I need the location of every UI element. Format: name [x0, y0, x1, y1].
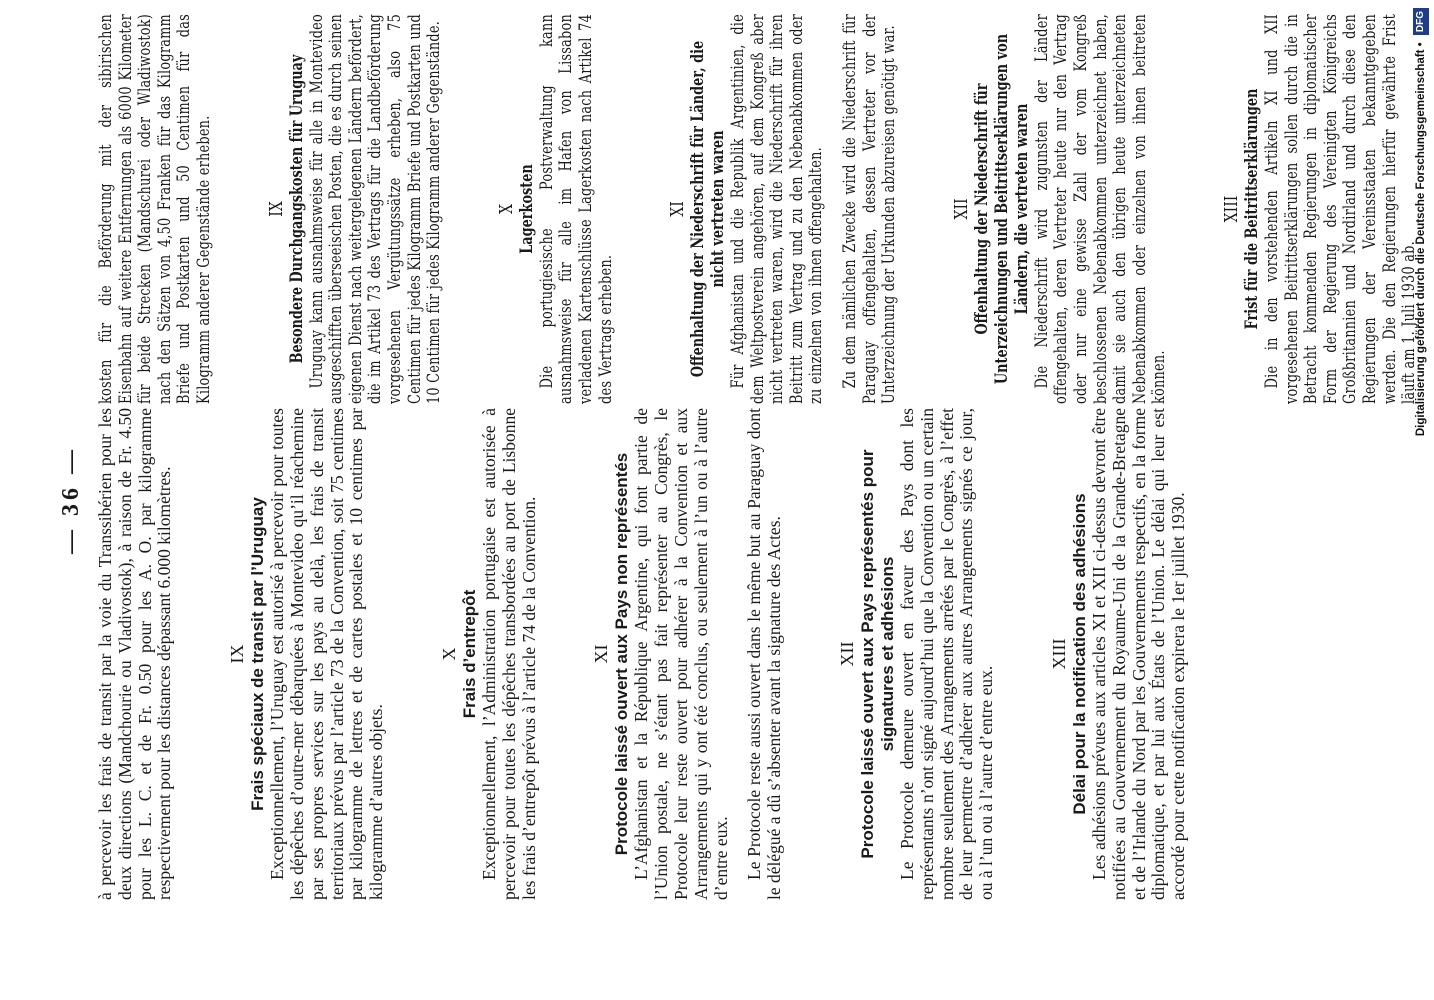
- section-heading: Protocole laissé ouvert aux Pays représentés pour signatures et adhésions: [857, 449, 897, 859]
- german-column: [96, 14, 1419, 404]
- page-number: — 36 —: [58, 446, 84, 554]
- german-intro: kosten für die Beförderung mit der sibirischen Eisenbahn auf weitere Entfernungen als 6000 Kilometer für beide Strecken (Mandschurei oder Wladiwostok) nach den Sätzen von 4,50 Franken für das Kilogramm Briefe und Postkarten und 50 Centimen für das Kilogramm anderer Gegenstände erheben.: [96, 14, 213, 404]
- section-heading: Frais spéciaux de transit par l’Uruguay: [248, 497, 268, 811]
- section-number: XI: [591, 644, 612, 664]
- paragraph: Le Protocole demeure ouvert en faveur des Pays dont les représentants n’ont signé aujourd’hui que la Convention ou un certain nombre seulement des Arrangements arrêtés par le Congrès, à l’effet de leur permettre d’adhérer aux autres Arrangements signés ce jour, ou à l’un ou à l’autre d’entre eux.: [896, 408, 997, 900]
- french-intro: à percevoir les frais de transit par la voie du Transsibérien pour les deux directions (Mandchourie ou Vladivostok), à raison de Fr. 4.50 pour les L. C. et de Fr. 0.50 pour les A. O. par kilogramme respectivement pour les distances dépassant 6.000 kilomètres.: [95, 408, 175, 900]
- section-number: XIII: [1048, 638, 1069, 670]
- paragraph: Exceptionnellement, l’Uruguay est autorisé à percevoir pour toutes les dépêches d’outre-mer débarquées à Montevideo qu’il réachemine par ses propres services sur les pays au delà, les frais de transit territoriaux prévus par l’article 73 de la Convention, soit 75 centimes par kilogramme de lettres et de cartes postales et 10 centimes par kilogramme d’autres objets.: [267, 408, 387, 900]
- paragraph: Le Protocole reste aussi ouvert dans le même but au Paraguay dont le délégué a dû s’absenter avant la signature des Actes.: [744, 408, 785, 900]
- section-number: XI: [667, 201, 689, 217]
- section-heading: Offenhaltung der Niederschrift für Unterzeichnungen und Beitrittserklärungen von Ländern, die vertreten waren: [971, 33, 1031, 385]
- section-number: X: [438, 647, 459, 661]
- paragraph: Les adhésions prévues aux articles XI et XII ci-dessus devront être notifiées au Gouvernement du Royaume-Uni de la Grande-Bretagne et de l’Irlande du Nord par les Gouvernements respectifs, en la forme diplomatique, et par lui aux États de l’Union. Le délai qui leur est accordé pour cette notification expirera le 1er juillet 1930.: [1088, 408, 1189, 900]
- section-number: IX: [265, 201, 287, 217]
- paragraph: Die portugiesische Postverwaltung kann ausnahmsweise für alle im Hafen von Lissabon verladenen Kartenschlüsse Lagerkosten nach Artikel 74 des Vertrags erheben.: [536, 14, 615, 404]
- section-number: XII: [836, 641, 857, 667]
- digitization-credit: [1408, 8, 1434, 992]
- section-heading: Frist für die Beitrittserklärungen: [1242, 88, 1261, 330]
- section-heading: Protocole laissé ouvert aux Pays non représentés: [612, 452, 632, 856]
- paragraph: Die in den vorstehenden Artikeln XI und XII vorgesehenen Beitrittserklärungen sollen durch die in Betracht kommenden Regierungen in diplomatischer Form der Regierung des Vereinigten Königreichs Großbritannien und Nordirland und durch diese den Regierungen der Vereinsstaaten bekanntgegeben werden. Die den Regierungen hierfür gewährte Frist läuft am 1. Juli 1930 ab.: [1262, 14, 1419, 404]
- section-number: X: [495, 204, 517, 215]
- section-heading: Délai pour la notification des adhésions: [1069, 493, 1089, 815]
- section-heading: Offenhaltung der Niederschrift für Länder, die nicht vertreten waren: [688, 40, 728, 378]
- paragraph: Zu dem nämlichen Zwecke wird die Niederschrift für Paraguay offengehalten, dessen Vertreter vor der Unterzeichnung der Urkunden abzureisen genötigt war.: [840, 14, 899, 404]
- paragraph: Für Afghanistan und die Republik Argentinien, die dem Weltpostverein angehören, auf dem Kongreß aber nicht vertreten waren, wird die Niederschrift für ihren Beitritt zum Vertrag und zu den Nebenabkommen oder zu einzelnen von ihnen offengehalten.: [728, 14, 826, 404]
- section-number: XIII: [1221, 195, 1242, 223]
- paragraph: Uruguay kann ausnahmsweise für alle in Montevideo ausgeschifften überseeischen Posten, die es durch seinen eigenen Dienst nach weitergelegenen Ländern befördert, die im Artikel 73 des Vertrags für die Landbeförderung vorgesehenen Vergütungssätze erheben, also 75 Centimen für jedes Kilogramm Briefe und Postkarten und 10 Centimen für jedes Kilogramm anderer Gegenstände.: [306, 14, 444, 404]
- credit-line: [1408, 8, 1434, 992]
- section-number: XII: [950, 198, 972, 220]
- paragraph: Exceptionnellement, l’Administration portugaise est autorisée à percevoir pour toutes les dépêches transbordées au port de Lisbonne les frais d’entrepôt prévus à l’article 74 de la Convention.: [478, 408, 539, 900]
- section-heading: Frais d’entrepôt: [459, 589, 479, 719]
- paragraph: L’Afghanistan et la République Argentine, qui font partie de l’Union postale, ne s’étant pas fait représenter au Congrès, le Protocole leur reste ouvert pour adhérer à la Convention et aux Arrangements qui y ont été conclus, ou seulement à l’un ou à l’autre d’entre eux.: [631, 408, 731, 900]
- section-heading: Besondere Durchgangskosten für Uruguay: [286, 54, 306, 364]
- section-heading: Lagerkosten: [516, 164, 536, 254]
- french-column: [96, 408, 1326, 900]
- credit-text: Digitalisierung gefördert durch die Deutsche Forschungsgemeinschaft: [1415, 49, 1427, 437]
- dfg-logo: DFG: [1413, 8, 1429, 35]
- section-number: IX: [227, 644, 248, 664]
- credit-separator: •: [1415, 42, 1427, 47]
- paragraph: Die Niederschrift wird zugunsten der Länder offengehalten, deren Vertreter heute nur den Vertrag oder nur eine gewisse Zahl der vom Kongreß beschlossenen Nebenabkommen unterzeichnet haben, damit sie auch den übrigen heute unterzeichneten Nebenabkommen oder einzelnen von ihnen beitreten können.: [1031, 14, 1169, 404]
